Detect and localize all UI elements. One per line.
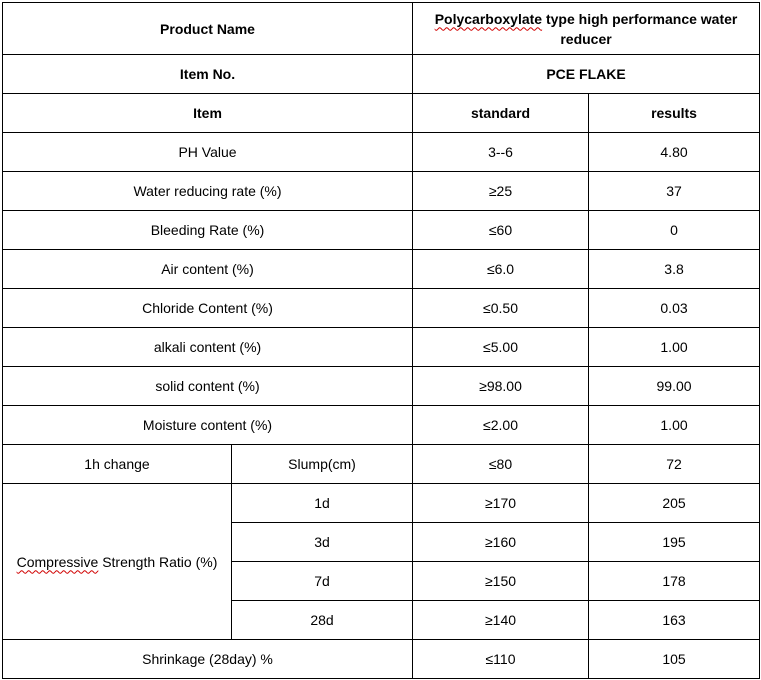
- row-item: Chloride Content (%): [3, 289, 413, 328]
- item-no-row: [3, 55, 760, 94]
- compressive-result: 163: [589, 601, 760, 640]
- row-result: 0.03: [589, 289, 760, 328]
- results-header: results: [589, 94, 760, 133]
- table-row: [3, 250, 760, 289]
- compressive-result: 178: [589, 562, 760, 601]
- row-item: solid content (%): [3, 367, 413, 406]
- shrinkage-standard: ≤110: [413, 640, 589, 679]
- product-name-row: [3, 3, 760, 55]
- standard-header: standard: [413, 94, 589, 133]
- table-row: [3, 133, 760, 172]
- spec-table: [2, 2, 760, 679]
- compressive-sub: 7d: [232, 562, 413, 601]
- row-item: PH Value: [3, 133, 413, 172]
- slump-row: [3, 445, 760, 484]
- row-standard: ≤60: [413, 211, 589, 250]
- shrinkage-row: [3, 640, 760, 679]
- row-result: 3.8: [589, 250, 760, 289]
- row-result: 37: [589, 172, 760, 211]
- row-result: 1.00: [589, 328, 760, 367]
- compressive-sub: 1d: [232, 484, 413, 523]
- compressive-standard: ≥160: [413, 523, 589, 562]
- row-result: 1.00: [589, 406, 760, 445]
- row-item: Water reducing rate (%): [3, 172, 413, 211]
- slump-result: 72: [589, 445, 760, 484]
- shrinkage-item: Shrinkage (28day) %: [3, 640, 413, 679]
- product-name-label: Product Name: [3, 3, 413, 55]
- row-item: Bleeding Rate (%): [3, 211, 413, 250]
- table-row: [3, 367, 760, 406]
- row-standard: ≤6.0: [413, 250, 589, 289]
- compressive-standard: ≥140: [413, 601, 589, 640]
- compressive-sub: 3d: [232, 523, 413, 562]
- row-result: 0: [589, 211, 760, 250]
- slump-group-label: 1h change: [3, 445, 232, 484]
- row-standard: ≤0.50: [413, 289, 589, 328]
- table-row: [3, 172, 760, 211]
- row-standard: 3--6: [413, 133, 589, 172]
- item-no-label: Item No.: [3, 55, 413, 94]
- compressive-row: [3, 484, 760, 523]
- compressive-label: [3, 484, 232, 640]
- table-row: [3, 289, 760, 328]
- row-item: alkali content (%): [3, 328, 413, 367]
- compressive-sub: 28d: [232, 601, 413, 640]
- product-name-value: [413, 3, 760, 55]
- compressive-standard: ≥150: [413, 562, 589, 601]
- slump-standard: ≤80: [413, 445, 589, 484]
- compressive-result: 195: [589, 523, 760, 562]
- shrinkage-result: 105: [589, 640, 760, 679]
- row-standard: ≤5.00: [413, 328, 589, 367]
- table-row: [3, 406, 760, 445]
- table-row: [3, 328, 760, 367]
- row-standard: ≥98.00: [413, 367, 589, 406]
- row-standard: ≤2.00: [413, 406, 589, 445]
- row-result: 99.00: [589, 367, 760, 406]
- column-header-row: [3, 94, 760, 133]
- compressive-result: 205: [589, 484, 760, 523]
- compressive-label-word: Compressive: [16, 553, 99, 570]
- table-row: [3, 211, 760, 250]
- row-standard: ≥25: [413, 172, 589, 211]
- row-result: 4.80: [589, 133, 760, 172]
- compressive-standard: ≥170: [413, 484, 589, 523]
- item-header: Item: [3, 94, 413, 133]
- row-item: Moisture content (%): [3, 406, 413, 445]
- row-item: Air content (%): [3, 250, 413, 289]
- item-no-value: PCE FLAKE: [413, 55, 760, 94]
- product-name-value-rest: type high performance water reducer: [542, 10, 738, 47]
- compressive-label-rest: Strength Ratio (%): [98, 553, 218, 570]
- product-name-value-word: Polycarboxylate: [434, 10, 543, 27]
- slump-sub-label: Slump(cm): [232, 445, 413, 484]
